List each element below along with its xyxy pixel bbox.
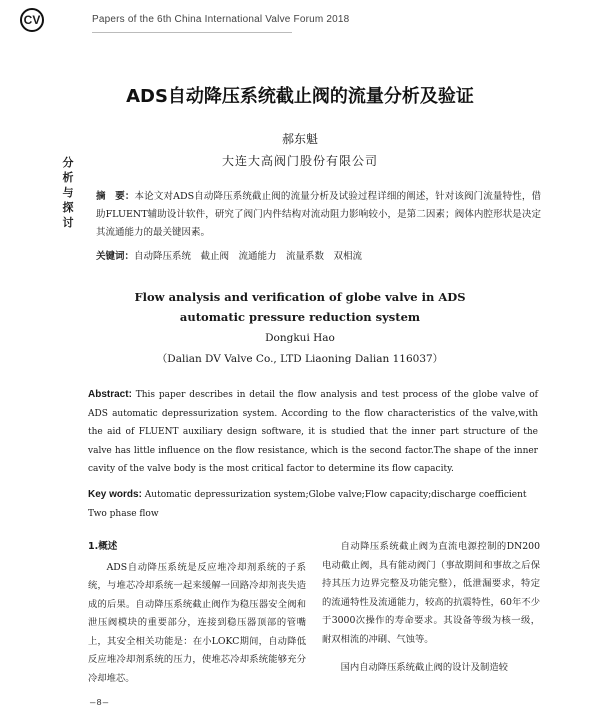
section-heading: 1.概述 bbox=[88, 541, 118, 552]
side-char: 与 bbox=[62, 186, 74, 199]
abstract-en-label: Abstract: bbox=[88, 389, 132, 400]
abstract-en-text: This paper describes in detail the flow analysis and test process of the globe valve of ADS automatic depressurization system. According to the flow characteristics of the valve,with the aid of FLUENT auxiliary design software, it is studied that the inner part structure of the valve has little influence on the flow resistance, which is the second factor.The shape of the inner cavity of the valve body is the most critical factor to determine its flow capacity. bbox=[88, 390, 538, 474]
header-rule bbox=[92, 32, 292, 33]
abstract-cn-label: 摘 要： bbox=[96, 191, 135, 202]
author-cn: 郝东魁 bbox=[281, 132, 318, 146]
paper-title-en-line1: Flow analysis and verification of globe valve in ADS bbox=[134, 290, 466, 304]
keywords-en-label: Key words: bbox=[88, 489, 142, 500]
keywords-en-text: Automatic depressurization system;Globe valve;Flow capacity;discharge coefficient Two phase flow bbox=[88, 490, 527, 519]
affiliation-cn: 大连大高阀门股份有限公司 bbox=[221, 154, 378, 168]
body-paragraph: 国内自动降压系统截止阀的设计及制造较 bbox=[340, 662, 508, 673]
body-paragraph: ADS自动降压系统是反应堆冷却剂系统的子系统，与堆芯冷却系统一起来缓解一回路冷却剂丧失造成的后果。自动降压系统截止阀作为稳压器安全阀和泄压阀模块的重要部分，连接到稳压器顶部的管嘴上，其安全相关功能是：在小LOKC期间，自动降低反应堆冷却剂系统的压力，使堆芯冷却系统能够充分冷却堆芯。 bbox=[88, 561, 306, 684]
running-title: Papers of the 6th China International Valve Forum 2018 bbox=[92, 14, 350, 25]
abstract-cn bbox=[96, 188, 541, 242]
keywords-cn-label: 关键词： bbox=[96, 251, 135, 262]
paper-title-en-line2: automatic pressure reduction system bbox=[179, 310, 421, 324]
body-column-right bbox=[322, 538, 540, 678]
forum-logo-icon: CV bbox=[20, 8, 44, 32]
side-char: 分 bbox=[62, 156, 74, 169]
abstract-en bbox=[88, 386, 538, 479]
author-en: Dongkui Hao bbox=[265, 332, 335, 344]
keywords-cn-text: 自动降压系统 截止阀 流通能力 流量系数 双相流 bbox=[134, 251, 363, 262]
paper-title-cn: ADS自动降压系统截止阀的流量分析及验证 bbox=[126, 86, 474, 107]
abstract-cn-text: 本论文对ADS自动降压系统截止阀的流量分析及试验过程详细的阐述，针对该阀门流量特性，借助FLUENT辅助设计软件，研究了阀门内件结构对流动阻力影响较小，是第二因素；阀体内腔形状是决定其流通能力的最关键因素。 bbox=[96, 191, 541, 238]
affiliation-en: （Dalian DV Valve Co., LTD Liaoning Dalian 116037） bbox=[156, 353, 444, 365]
side-char: 析 bbox=[62, 171, 74, 184]
keywords-cn bbox=[96, 248, 541, 262]
body-paragraph: 自动降压系统截止阀为直流电源控制的DN200电动截止阀，具有能动阀门（事故期间和事故之后保持其压力边界完整及功能完整），低泄漏要求，特定的流通特性及流通能力，较高的抗震特性，60年不少于3000次操作的寿命要求。其设备等级为核一级，耐双相流的冲刷、气蚀等。 bbox=[322, 541, 540, 645]
body-column-left bbox=[88, 538, 306, 688]
side-char: 讨 bbox=[62, 216, 74, 229]
keywords-en bbox=[88, 485, 538, 524]
side-char: 探 bbox=[62, 201, 74, 214]
page-footer-mark: —8— bbox=[90, 698, 110, 708]
